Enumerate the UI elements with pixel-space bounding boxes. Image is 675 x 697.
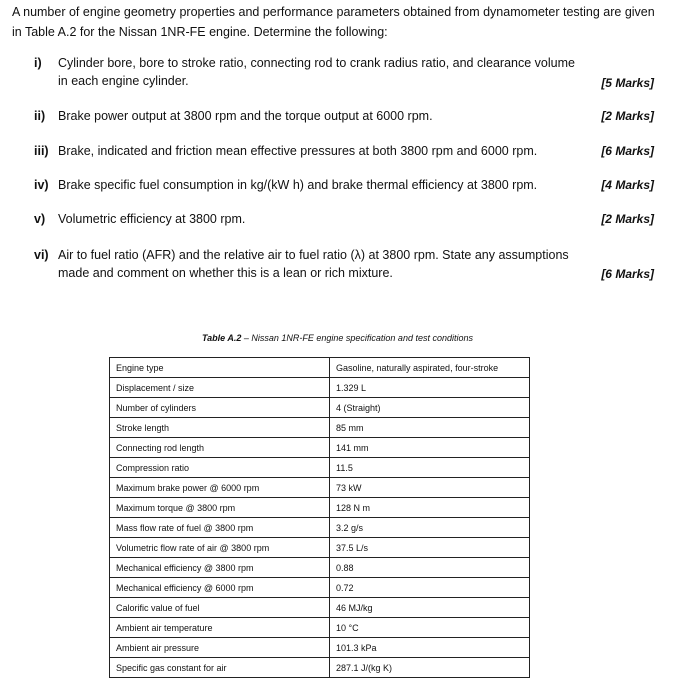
question-number: i): [34, 56, 42, 70]
table-row: [110, 478, 530, 498]
question-text: Volumetric efficiency at 3800 rpm.: [58, 212, 246, 226]
table-cell-label: Compression ratio: [110, 458, 330, 478]
question-ii: [34, 107, 664, 125]
question-text: Brake, indicated and friction mean effective pressures at both 3800 rpm and 6000 rpm.: [58, 144, 538, 158]
table-cell-value: 37.5 L/s: [330, 538, 530, 558]
table-caption-label: Table A.2: [202, 333, 242, 343]
table-row: [110, 598, 530, 618]
table-cell-label: Calorific value of fuel: [110, 598, 330, 618]
table-cell-label: Stroke length: [110, 418, 330, 438]
table-cell-label: Volumetric flow rate of air @ 3800 rpm: [110, 538, 330, 558]
question-number: iii): [34, 144, 49, 158]
table-row: [110, 398, 530, 418]
table-cell-value: Gasoline, naturally aspirated, four-stroke: [330, 358, 530, 378]
table-cell-label: Maximum torque @ 3800 rpm: [110, 498, 330, 518]
table-row: [110, 358, 530, 378]
question-iv: [34, 176, 664, 194]
question-text: Air to fuel ratio (AFR) and the relative air to fuel ratio (λ) at 3800 rpm. State any assumptions made and comment on whether this is a lean or rich mixture.: [58, 248, 569, 280]
table-row: [110, 518, 530, 538]
table-cell-value: 101.3 kPa: [330, 638, 530, 658]
table-cell-value: 73 kW: [330, 478, 530, 498]
question-marks: [4 Marks]: [601, 178, 654, 192]
table-cell-label: Mechanical efficiency @ 6000 rpm: [110, 578, 330, 598]
question-number: vi): [34, 248, 49, 262]
table-row: [110, 558, 530, 578]
table-cell-value: 3.2 g/s: [330, 518, 530, 538]
table-cell-label: Connecting rod length: [110, 438, 330, 458]
question-text: Cylinder bore, bore to stroke ratio, connecting rod to crank radius ratio, and clearance volume in each engine cylinder.: [58, 56, 575, 88]
question-marks: [5 Marks]: [601, 76, 654, 90]
question-text: Brake specific fuel consumption in kg/(kW h) and brake thermal efficiency at 3800 rpm.: [58, 178, 538, 192]
question-number: v): [34, 212, 46, 226]
question-marks: [6 Marks]: [601, 267, 654, 281]
table-cell-label: Mass flow rate of fuel @ 3800 rpm: [110, 518, 330, 538]
table-row: [110, 638, 530, 658]
question-marks: [2 Marks]: [601, 109, 654, 123]
spec-table: [109, 357, 530, 678]
table-cell-value: 85 mm: [330, 418, 530, 438]
table-row: [110, 378, 530, 398]
table-row: [110, 458, 530, 478]
table-cell-label: Ambient air temperature: [110, 618, 330, 638]
table-cell-value: 11.5: [330, 458, 530, 478]
question-iii: [34, 142, 664, 160]
question-v: [34, 210, 664, 228]
intro-paragraph: A number of engine geometry properties and performance parameters obtained from dynamometer testing are given in Table A.2 for the Nissan 1NR-FE engine. Determine the following:: [12, 5, 655, 39]
table-cell-value: 141 mm: [330, 438, 530, 458]
table-row: [110, 418, 530, 438]
table-cell-label: Engine type: [110, 358, 330, 378]
question-i: [34, 54, 664, 90]
table-row: [110, 578, 530, 598]
table-row: [110, 658, 530, 678]
table-cell-label: Mechanical efficiency @ 3800 rpm: [110, 558, 330, 578]
table-cell-value: 128 N m: [330, 498, 530, 518]
question-number: ii): [34, 109, 46, 123]
table-cell-label: Displacement / size: [110, 378, 330, 398]
table-cell-label: Ambient air pressure: [110, 638, 330, 658]
table-cell-value: 10 °C: [330, 618, 530, 638]
table-cell-label: Specific gas constant for air: [110, 658, 330, 678]
table-row: [110, 438, 530, 458]
question-marks: [2 Marks]: [601, 212, 654, 226]
question-number: iv): [34, 178, 49, 192]
table-cell-value: 0.72: [330, 578, 530, 598]
question-vi: [34, 246, 664, 282]
table-cell-value: 4 (Straight): [330, 398, 530, 418]
table-cell-value: 287.1 J/(kg K): [330, 658, 530, 678]
table-cell-label: Maximum brake power @ 6000 rpm: [110, 478, 330, 498]
question-text: Brake power output at 3800 rpm and the torque output at 6000 rpm.: [58, 109, 433, 123]
table-row: [110, 618, 530, 638]
table-cell-label: Number of cylinders: [110, 398, 330, 418]
table-row: [110, 538, 530, 558]
table-row: [110, 498, 530, 518]
table-cell-value: 1.329 L: [330, 378, 530, 398]
table-caption-text: – Nissan 1NR-FE engine specification and test conditions: [241, 333, 473, 343]
question-marks: [6 Marks]: [601, 144, 654, 158]
table-caption: [0, 331, 675, 345]
table-cell-value: 0.88: [330, 558, 530, 578]
table-cell-value: 46 MJ/kg: [330, 598, 530, 618]
